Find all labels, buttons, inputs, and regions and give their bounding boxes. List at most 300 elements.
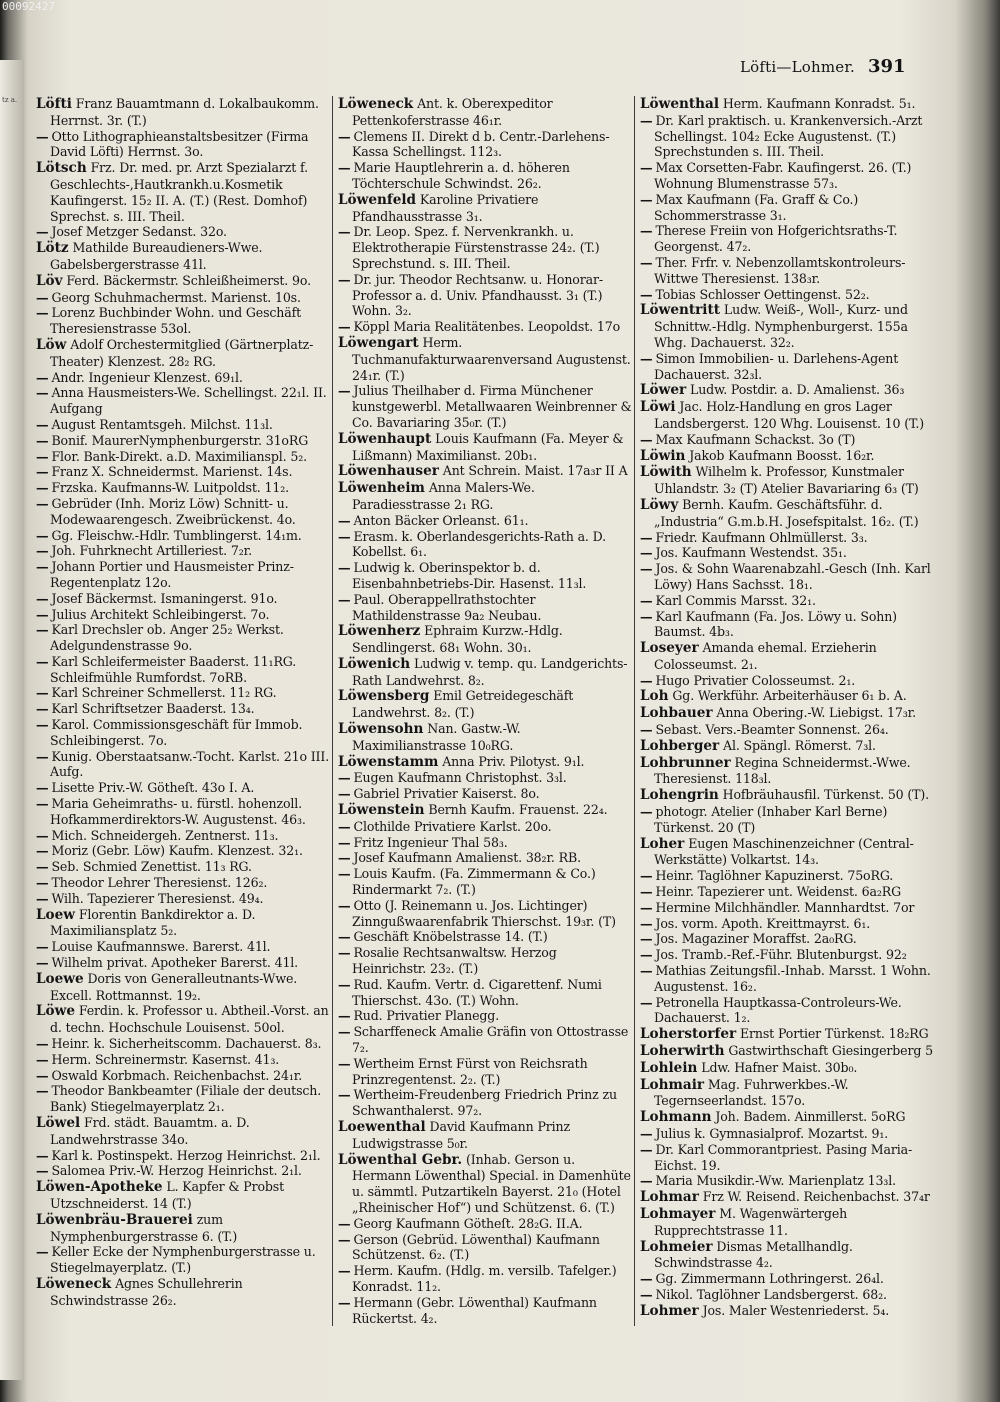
directory-entry [36, 1052, 330, 1068]
ditto-dash: — [640, 915, 653, 931]
ditto-dash: — [640, 884, 653, 900]
entry-details: Herm. Kaufmann Konradst. 5₁. [722, 96, 916, 111]
ditto-dash: — [640, 899, 653, 915]
scan-id: 00092427 [2, 0, 55, 13]
entry-surname: Löwenich [338, 655, 411, 672]
directory-entry [640, 916, 934, 932]
directory-entry [338, 1008, 632, 1024]
entry-details: Anton Bäcker Orleanst. 61₁. [353, 512, 529, 528]
ditto-dash: — [338, 818, 351, 834]
entry-details: Franz X. Schneidermst. Marienst. 14s. [51, 464, 293, 480]
ditto-dash: — [640, 931, 653, 947]
ditto-dash: — [36, 527, 49, 543]
directory-entry [36, 796, 330, 828]
ditto-dash: — [36, 717, 49, 733]
entry-details: Petronella Hauptkassa-Controleurs-We. Dachauerst. 1₂. [654, 994, 902, 1026]
ditto-dash: — [640, 223, 653, 239]
ditto-dash: — [36, 1051, 49, 1067]
entry-details: Paul. Oberappellrathstochter Mathildenstrasse 9a₂ Neubau. [352, 591, 542, 623]
directory-entry [640, 1109, 934, 1126]
entry-details: Jac. Holz-Handlung en gros Lager Landsbergerst. 120 Whg. Louisenst. 10 (T.) [654, 399, 925, 431]
directory-entry [36, 1068, 330, 1084]
entry-surname: Löweneck [338, 96, 414, 112]
directory-entry [36, 780, 330, 796]
ditto-dash: — [36, 1067, 49, 1083]
directory-entry [338, 802, 632, 819]
directory-entry [338, 929, 632, 945]
ditto-dash: — [36, 480, 49, 496]
entry-details: Max Kaufmann (Fa. Graff & Co.) Schommerstrasse 3₁. [654, 191, 859, 223]
entry-details: Josef Metzger Sedanst. 32o. [51, 224, 227, 240]
entry-details: Anna Obering.-W. Liebigst. 17₃r. [716, 705, 917, 721]
directory-entry [338, 431, 632, 464]
entry-details: Nikol. Taglöhner Landsbergerst. 68₂. [655, 1286, 887, 1302]
directory-entry [640, 947, 934, 963]
entry-surname: Löfti [36, 96, 72, 112]
ditto-dash: — [338, 1263, 351, 1279]
entry-surname: Löwith [640, 464, 692, 481]
entry-details: Anna Hausmeisters-We. Schellingst. 22₁l. II. Aufgang [50, 385, 327, 417]
entry-surname: Lohmar [640, 1189, 699, 1206]
entry-details: Dr. Leop. Spez. f. Nervenkrankh. u. Elektrotherapie Fürstenstrasse 24₂. (T.) Sprechstund. s. III. Theil. [352, 224, 600, 271]
entry-details: Otto Lithographieanstaltsbesitzer (Firma David Löfti) Herrnst. 3o. [50, 128, 309, 160]
entry-details: Herm. Tuchmanufakturwaarenversand Augustenst. 24₁r. (T.) [352, 334, 631, 383]
entry-details: Bonif. MaurerNymphenburgerstr. 31oRG [51, 432, 309, 448]
entry-details: (Inhab. Gerson u. Hermann Löwenthal) Special. in Damenhüte u. sämmtl. Putzartikeln Bayerst. 21₀ (Hotel „Rheinischer Hof“) und Schützenst. 6. (T.) [352, 1151, 631, 1215]
ditto-dash: — [36, 1036, 49, 1052]
ditto-dash: — [36, 606, 49, 622]
entry-details: Karl Schriftsetzer Baaderst. 13₄. [51, 701, 255, 717]
entry-surname: Lohmann [640, 1109, 712, 1126]
ditto-dash: — [36, 448, 49, 464]
ditto-dash: — [338, 128, 351, 144]
directory-entry [338, 480, 632, 513]
entry-details: Jos. vorm. Apoth. Kreittmayrst. 6₁. [655, 915, 871, 931]
directory-columns [36, 96, 936, 1326]
entry-surname: Löwenstamm [338, 753, 439, 770]
directory-entry [338, 1152, 632, 1216]
entry-details: Emil Getreidegeschäft Landwehrst. 8₂. (T.) [352, 688, 574, 721]
directory-entry [36, 305, 330, 337]
ditto-dash: — [36, 701, 49, 717]
entry-surname: Lötz [36, 240, 69, 257]
ditto-dash: — [36, 890, 49, 906]
entry-surname: Löwenthal Gebr. [338, 1151, 463, 1168]
entry-surname: Löwenheim [338, 480, 425, 497]
entry-details: Florentin Bankdirektor a. D. Maximiliansplatz 5₂. [50, 906, 256, 939]
ditto-dash: — [338, 1087, 351, 1103]
entry-details: Heinr. Tapezierer unt. Weidenst. 6a₂RG [655, 884, 901, 900]
entry-details: Johann Portier und Hausmeister Prinz-Regentenplatz 12o. [50, 559, 294, 590]
directory-entry [640, 1026, 934, 1043]
entry-details: Theodor Bankbeamter (Filiale der deutsch. Bank) Stiegelmayerplatz 2₁. [50, 1083, 322, 1115]
entry-details: Gerson (Gebrüd. Löwenthal) Kaufmann Schützenst. 6₂. (T.) [352, 1231, 600, 1263]
directory-entry [640, 561, 934, 593]
entry-details: Amanda ehemal. Erzieherin Colosseumst. 2₁. [654, 640, 877, 672]
directory-entry [338, 335, 632, 383]
directory-entry [36, 449, 330, 465]
directory-entry [36, 749, 330, 781]
entry-surname: Lohmayer [640, 1205, 716, 1222]
directory-entry [338, 560, 632, 592]
entry-surname: Lohmer [640, 1302, 699, 1319]
entry-surname: Lohbrunner [640, 754, 731, 771]
entry-details: August Rentamtsgeh. Milchst. 11₃l. [51, 416, 273, 432]
directory-entry [640, 995, 934, 1027]
directory-entry [36, 1083, 330, 1115]
ditto-dash: — [640, 254, 653, 270]
directory-entry [640, 399, 934, 432]
entry-details: Wilh. Tapezierer Theresienst. 49₄. [51, 890, 264, 906]
entry-surname: Löwensohn [338, 721, 424, 738]
directory-entry [338, 1056, 632, 1088]
entry-surname: Löwentritt [640, 302, 721, 319]
directory-entry [640, 804, 934, 836]
directory-entry [36, 1148, 330, 1164]
entry-details: Franz Bauamtmann d. Lokalbaukomm. Herrnst. 3r. (T.) [50, 96, 319, 128]
directory-entry [640, 160, 934, 192]
entry-surname: Löwenfeld [338, 191, 417, 208]
ditto-dash: — [640, 160, 653, 176]
ditto-dash: — [640, 286, 653, 302]
entry-details: Hofbräuhausfil. Türkenst. 50 (T). [722, 787, 930, 803]
entry-surname: Löwin [640, 447, 686, 464]
gutter-text: tz a. [2, 96, 18, 104]
directory-entry [338, 945, 632, 977]
ditto-dash: — [36, 305, 49, 321]
directory-entry [640, 497, 934, 530]
running-head: Löfti—Lohmer. [740, 58, 856, 76]
directory-entry [338, 835, 632, 851]
ditto-dash: — [640, 545, 653, 561]
ditto-dash: — [36, 653, 49, 669]
entry-details: Fritz Ingenieur Thal 58₃. [353, 834, 508, 850]
directory-entry [640, 545, 934, 561]
ditto-dash: — [640, 608, 653, 624]
entry-details: Köppl Maria Realitätenbes. Leopoldst. 17o [353, 319, 621, 335]
ditto-dash: — [36, 464, 49, 480]
ditto-dash: — [338, 383, 351, 399]
directory-entry [640, 302, 934, 350]
entry-details: Heinr. Taglöhner Kapuzinerst. 75oRG. [655, 868, 894, 884]
ditto-dash: — [640, 350, 653, 366]
directory-entry [36, 290, 330, 306]
ditto-dash: — [36, 827, 49, 843]
page-number: 391 [868, 56, 906, 77]
ditto-dash: — [36, 590, 49, 606]
ditto-dash: — [36, 385, 49, 401]
directory-entry [338, 656, 632, 689]
directory-entry [338, 898, 632, 930]
entry-details: Louise Kaufmannswe. Barerst. 41l. [51, 939, 271, 955]
directory-entry [36, 685, 330, 701]
ditto-dash: — [36, 543, 49, 559]
directory-entry [338, 192, 632, 225]
entry-details: Gg. Werkführ. Arbeiterhäuser 6₁ b. A. [672, 688, 907, 704]
entry-details: Anna Priv. Pilotyst. 9₁l. [442, 753, 585, 769]
directory-entry [338, 850, 632, 866]
directory-entry [640, 1271, 934, 1287]
directory-entry [36, 875, 330, 891]
entry-details: Eugen Maschinenzeichner (Central-Werkstätte) Volkartst. 14₃. [654, 835, 914, 868]
entry-details: Wilhelm privat. Apotheker Barerst. 41l. [51, 955, 299, 971]
ditto-dash: — [640, 963, 653, 979]
entry-details: Dr. Karl praktisch. u. Krankenversich.-Arzt Schellingst. 104₂ Ecke Augustenst. (T.) Sprechstunden s. III. Theil. [654, 112, 923, 160]
entry-details: photogr. Atelier (Inhaber Karl Berne) Türkenst. 20 (T) [654, 804, 888, 835]
entry-details: Moriz (Gebr. Löw) Kaufm. Klenzest. 32₁. [51, 843, 303, 859]
directory-entry [36, 1163, 330, 1179]
directory-entry [640, 722, 934, 738]
entry-surname: Loher [640, 835, 685, 852]
ditto-dash: — [640, 868, 653, 884]
entry-details: Clothilde Privatiere Karlst. 20o. [353, 818, 552, 834]
entry-details: Lorenz Buchbinder Wohn. und Geschäft Theresienstrasse 53ol. [50, 305, 302, 337]
entry-surname: Lötsch [36, 160, 87, 177]
directory-entry [36, 96, 330, 129]
ditto-dash: — [640, 1271, 653, 1287]
entry-surname: Löwy [640, 496, 679, 513]
entry-surname: Löwensberg [338, 688, 430, 705]
entry-details: Bernh. Kaufm. Geschäftsführ. d. „Industria“ G.m.b.H. Josefspitalst. 16₂. (T.) [654, 496, 919, 529]
entry-surname: Löwel [36, 1115, 81, 1131]
entry-surname: Loewenthal [338, 1119, 426, 1135]
ditto-dash: — [36, 416, 49, 432]
entry-details: Louis Kaufmann (Fa. Meyer & Lißmann) Maximilianst. 20b₁. [352, 430, 624, 463]
entry-details: Rud. Kaufm. Vertr. d. Cigarettenf. Numi Thierschst. 43o. (T.) Wohn. [352, 976, 602, 1008]
directory-entry [36, 939, 330, 955]
entry-details: Ernst Portier Türkenst. 18₂RG [740, 1026, 929, 1042]
entry-details: Doris von Generalleutnants-Wwe. Excell. Rottmannst. 19₂. [50, 970, 298, 1003]
entry-details: Jos. Tramb.-Ref.-Führ. Blutenburgst. 92₂ [655, 947, 907, 963]
directory-entry [338, 1232, 632, 1264]
entry-details: Karl Kaufmann (Fa. Jos. Löwy u. Sohn) Baumst. 4b₃. [654, 608, 897, 640]
entry-details: Julius Architekt Schleibingerst. 7o. [51, 606, 270, 622]
entry-details: Karoline Privatiere Pfandhausstrasse 3₁. [352, 191, 539, 224]
entry-details: Jos. Magaziner Moraffst. 2a₀RG. [655, 931, 857, 947]
ditto-dash: — [36, 559, 49, 575]
ditto-dash: — [338, 160, 351, 176]
directory-entry [640, 1303, 934, 1320]
ditto-dash: — [36, 369, 49, 385]
directory-entry [640, 255, 934, 287]
ditto-dash: — [338, 224, 351, 240]
ditto-dash: — [640, 112, 653, 128]
entry-details: David Kaufmann Prinz Ludwigstrasse 5₀r. [352, 1119, 570, 1151]
directory-entry [338, 688, 632, 721]
entry-details: Otto (J. Reinemann u. Jos. Lichtinger) Zinngußwaarenfabrik Thierschst. 19₃r. (T) [352, 897, 616, 929]
directory-entry [338, 383, 632, 430]
directory-entry [640, 640, 934, 673]
directory-entry [338, 819, 632, 835]
entry-details: Anna Malers-We. Paradiesstrasse 2₁ RG. [352, 480, 535, 512]
entry-details: Dr. jur. Theodor Rechtsanw. u. Honorar-Professor a. d. Univ. Pfandhausst. 3₁ (T.) Wohn. 3₂. [352, 271, 603, 319]
directory-entry [36, 559, 330, 591]
entry-details: Regina Schneidermst.-Wwe. Theresienst. 118₃l. [654, 754, 911, 787]
directory-entry [338, 866, 632, 898]
ditto-dash: — [36, 685, 49, 701]
entry-details: Seb. Schmied Zenettist. 11₃ RG. [51, 859, 252, 875]
entry-details: Adolf Orchestermitglied (Gärtnerplatz-Theater) Klenzest. 28₂ RG. [50, 336, 314, 369]
entry-surname: Loewe [36, 970, 84, 987]
directory-entry [36, 385, 330, 417]
ditto-dash: — [640, 431, 653, 447]
ditto-dash: — [36, 1083, 49, 1099]
ditto-dash: — [36, 622, 49, 638]
directory-entry [36, 1179, 330, 1212]
entry-details: Maria Geheimraths- u. fürstl. hohenzoll. Hofkammerdirektors-W. Augustenst. 46₃. [50, 796, 306, 827]
ditto-dash: — [36, 843, 49, 859]
entry-details: Rud. Privatier Planegg. [353, 1008, 500, 1024]
directory-entry [640, 96, 934, 113]
entry-details: Bernh Kaufm. Frauenst. 22₄. [428, 802, 608, 818]
entry-details: Ldw. Hafner Maist. 30b₀. [701, 1059, 858, 1075]
ditto-dash: — [338, 1215, 351, 1231]
directory-entry [640, 464, 934, 497]
ditto-dash: — [338, 319, 351, 335]
entry-surname: Löwenhauser [338, 463, 439, 480]
entry-details: Frz W. Reisend. Reichenbachst. 37₄r [702, 1189, 930, 1205]
entry-details: Mathias Zeitungsfil.-Inhab. Marsst. 1 Wohn. Augustenst. 16₂. [654, 963, 931, 994]
ditto-dash: — [36, 939, 49, 955]
entry-details: Scharffeneck Amalie Gräfin von Ottostrasse 7₂. [352, 1024, 629, 1056]
directory-entry [338, 1295, 632, 1326]
directory-entry [338, 754, 632, 771]
ditto-dash: — [338, 512, 351, 528]
ditto-dash: — [36, 495, 49, 511]
ditto-dash: — [338, 945, 351, 961]
entry-details: Flor. Bank-Direkt. a.D. Maximilianspl. 5₂. [51, 448, 307, 464]
entry-details: Max Kaufmann Schackst. 3o (T) [655, 431, 856, 447]
directory-entry [338, 623, 632, 656]
entry-surname: Lohmeier [640, 1238, 713, 1255]
entry-details: Eugen Kaufmann Christophst. 3₃l. [353, 770, 567, 786]
entry-surname: Loherstorfer [640, 1026, 737, 1043]
ditto-dash: — [36, 859, 49, 875]
directory-entry [338, 786, 632, 802]
entry-details: Therese Freiin von Hofgerichtsraths-T. Georgenst. 47₂. [654, 223, 898, 255]
ditto-dash: — [36, 780, 49, 796]
ditto-dash: — [36, 796, 49, 812]
entry-details: Agnes Schullehrerin Schwindstrasse 26₂. [50, 1275, 243, 1308]
entry-details: Karl Schleifermeister Baaderst. 11₁RG. Schleifmühle Rumfordst. 7oRB. [50, 653, 297, 685]
entry-details: Frzska. Kaufmanns-W. Luitpoldst. 11₂. [51, 480, 289, 496]
directory-entry [36, 528, 330, 544]
ditto-dash: — [640, 191, 653, 207]
entry-details: Theodor Lehrer Theresienst. 126₂. [51, 875, 268, 891]
directory-entry [36, 1115, 330, 1148]
directory-entry [640, 1287, 934, 1303]
entry-details: Georg Kaufmann Götheſt. 28₂G. II.A. [353, 1215, 583, 1231]
directory-entry [36, 337, 330, 370]
ditto-dash: — [36, 1147, 49, 1163]
entry-details: Andr. Ingenieur Klenzest. 69₁l. [51, 369, 243, 385]
directory-entry [36, 1036, 330, 1052]
entry-details: Wilhelm k. Professor, Kunstmaler Uhlandstr. 3₂ (T) Atelier Bavariaring 6₃ (T) [654, 464, 919, 497]
entry-details: Ant. k. Oberexpeditor Pettenkoferstrasse 46₁r. [352, 96, 553, 128]
entry-details: Karl k. Postinspekt. Herzog Heinrichst. 2₁l. [51, 1147, 321, 1163]
entry-details: Karl Commis Marsst. 32₁. [655, 592, 816, 608]
entry-details: Keller Ecke der Nymphenburgerstrasse u. Stiegelmayerplatz. (T.) [50, 1244, 316, 1276]
entry-details: Friedr. Kaufmann Ohlmüllerst. 3₃. [655, 529, 868, 545]
entry-details: Ther. Frfr. v. Nebenzollamtskontroleurs-Wittwe Theresienst. 138₃r. [654, 254, 906, 286]
entry-surname: Loherwirth [640, 1043, 725, 1060]
directory-entry [36, 701, 330, 717]
entry-surname: Loew [36, 906, 75, 923]
ditto-dash: — [36, 748, 49, 764]
entry-details: Geschäft Knöbelstrasse 14. (T.) [353, 929, 548, 945]
entry-surname: Löw [36, 336, 67, 353]
ditto-dash: — [338, 1055, 351, 1071]
directory-entry [36, 717, 330, 749]
entry-details: Josef Kaufmann Amalienst. 38₂r. RB. [353, 850, 581, 866]
directory-entry [338, 224, 632, 271]
directory-entry [640, 1077, 934, 1110]
directory-entry [36, 480, 330, 496]
directory-entry [640, 755, 934, 788]
entry-surname: Löwe [36, 1003, 75, 1020]
ditto-dash: — [36, 128, 49, 144]
entry-details: Mathilde Bureaudieners-Wwe. Gabelsbergerstrasse 41l. [50, 240, 263, 272]
directory-entry [338, 1087, 632, 1119]
entry-surname: Löwengart [338, 334, 419, 351]
entry-details: Hermann (Gebr. Löwenthal) Kaufmann Rückertst. 4₂. [352, 1294, 597, 1326]
ditto-dash: — [338, 897, 351, 913]
directory-entry [640, 382, 934, 399]
directory-entry [338, 977, 632, 1009]
entry-details: Frd. städt. Bauamtm. a. D. Landwehrstrasse 34o. [50, 1115, 250, 1147]
directory-entry [36, 971, 330, 1004]
entry-details: Frz. Dr. med. pr. Arzt Spezialarzt f. Geschlechts-,Hautkrankh.u.Kosmetik Kaufingerst. 15₂ II. A. (T.) (Rest. Domhof) Sprechst. s. III. Theil. [50, 160, 308, 224]
entry-details: Jos. & Sohn Waarenabzahl.-Gesch (Inh. Karl Löwy) Hans Sachsst. 18₁. [654, 561, 931, 592]
entry-details: Gebrüder (Inh. Moriz Löw) Schnitt- u. Modewaarengesch. Zweibrückenst. 4o. [50, 495, 296, 527]
column-2 [332, 96, 634, 1326]
directory-entry [640, 1043, 934, 1060]
directory-entry [338, 529, 632, 561]
entry-details: Gastwirthschaft Giesingerberg 5 [728, 1043, 933, 1059]
entry-details: Dr. Karl Commorantpriest. Pasing Maria-Eichst. 19. [654, 1141, 913, 1173]
entry-surname: Löwenstein [338, 802, 425, 819]
entry-details: Ferdin. k. Professor u. Abtheil.-Vorst. an d. techn. Hochschule Louisenst. 50ol. [50, 1003, 329, 1036]
directory-entry [338, 513, 632, 529]
directory-entry [36, 433, 330, 449]
entry-details: Karl Schreiner Schmellerst. 11₂ RG. [51, 685, 277, 701]
directory-entry [640, 448, 934, 465]
entry-details: Salomea Priv.-W. Herzog Heinrichst. 2₁l. [51, 1163, 302, 1179]
directory-entry [640, 287, 934, 303]
directory-entry [36, 843, 330, 859]
directory-entry [640, 868, 934, 884]
entry-details: zum Nymphenburgerstrasse 6. (T.) [50, 1211, 238, 1244]
ditto-dash: — [640, 947, 653, 963]
directory-entry [640, 1206, 934, 1239]
entry-details: Tobias Schlosser Oettingenst. 52₂. [655, 286, 870, 302]
ditto-dash: — [338, 1294, 351, 1310]
ditto-dash: — [36, 1163, 49, 1179]
entry-surname: Löweneck [36, 1275, 112, 1292]
entry-details: Ludw. Weiß-, Woll-, Kurz- und Schnittw.-Hdlg. Nymphenburgerst. 155a Whg. Dachauerst. 32₂. [654, 302, 908, 350]
ditto-dash: — [640, 592, 653, 608]
directory-entry [36, 891, 330, 907]
ditto-dash: — [640, 672, 653, 688]
entry-surname: Loh [640, 688, 669, 705]
entry-surname: Lohberger [640, 737, 720, 754]
directory-entry [338, 1024, 632, 1056]
entry-details: Hugo Privatier Colosseumst. 2₁. [655, 672, 856, 688]
ditto-dash: — [36, 875, 49, 891]
entry-surname: Löwenbräu-Brauerei [36, 1211, 193, 1228]
entry-details: Maria Musikdir.-Ww. Marienplatz 13₃l. [655, 1173, 896, 1189]
directory-entry [36, 224, 330, 240]
